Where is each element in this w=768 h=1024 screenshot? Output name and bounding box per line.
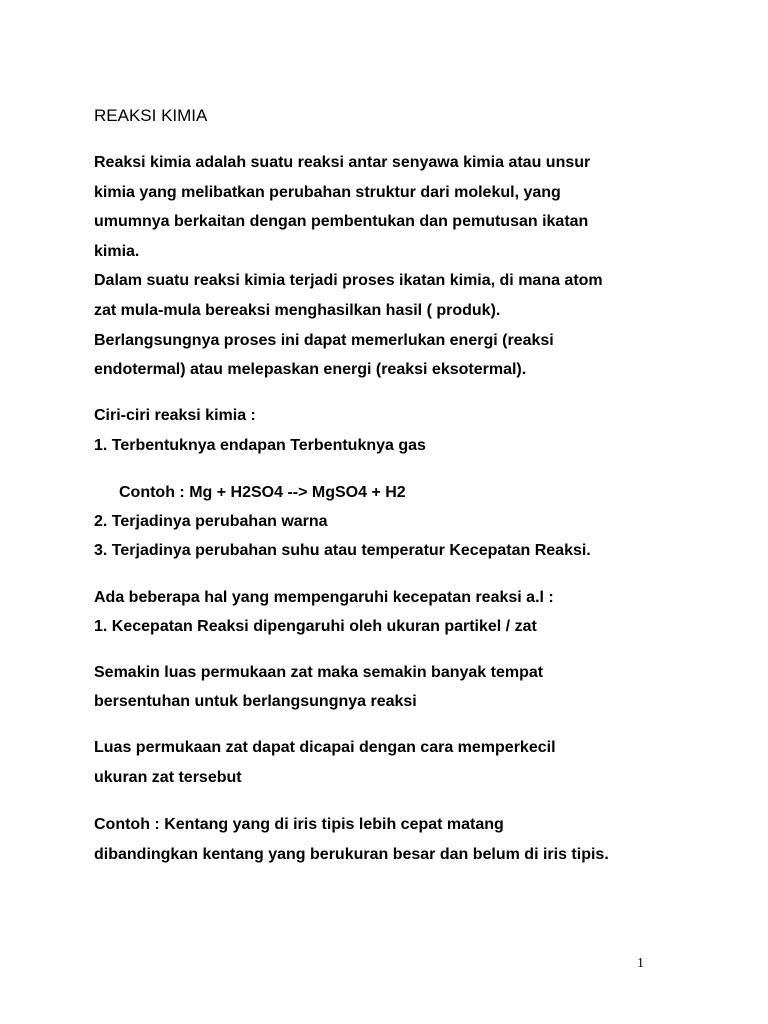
paragraph-line: Luas permukaan zat dapat dicapai dengan cara memperkecil <box>94 739 556 756</box>
paragraph-line: endotermal) atau melepaskan energi (reaksi eksotermal). <box>94 361 527 378</box>
paragraph-line: kimia. <box>94 243 140 260</box>
paragraph-line: Semakin luas permukaan zat maka semakin banyak tempat <box>94 664 544 681</box>
paragraph-line: ukuran zat tersebut <box>94 769 242 786</box>
list-heading: Ciri-ciri reaksi kimia : <box>94 407 256 424</box>
paragraph-line: umumnya berkaitan dengan pembentukan dan pemutusan ikatan <box>94 213 589 230</box>
list-item: 1. Terbentuknya endapan Terbentuknya gas <box>94 437 426 454</box>
paragraph-line: Berlangsungnya proses ini dapat memerlukan energi (reaksi <box>94 332 554 349</box>
page-number: 1 <box>637 956 644 971</box>
paragraph-line: Contoh : Kentang yang di iris tipis lebih cepat matang <box>94 816 504 833</box>
example-equation: Contoh : Mg + H2SO4 --> MgSO4 + H2 <box>119 484 406 501</box>
list-item: 1. Kecepatan Reaksi dipengaruhi oleh ukuran partikel / zat <box>94 618 537 635</box>
list-item: 2. Terjadinya perubahan warna <box>94 513 328 530</box>
page-title: REAKSI KIMIA <box>94 106 208 125</box>
paragraph-line: Reaksi kimia adalah suatu reaksi antar senyawa kimia atau unsur <box>94 154 591 171</box>
paragraph-line: Ada beberapa hal yang mempengaruhi kecepatan reaksi a.l : <box>94 589 554 606</box>
paragraph-line: kimia yang melibatkan perubahan struktur dari molekul, yang <box>94 184 561 201</box>
list-item: 3. Terjadinya perubahan suhu atau temperatur Kecepatan Reaksi. <box>94 542 591 559</box>
paragraph-line: zat mula-mula bereaksi menghasilkan hasil ( produk). <box>94 302 501 319</box>
paragraph-line: Dalam suatu reaksi kimia terjadi proses ikatan kimia, di mana atom <box>94 272 603 289</box>
paragraph-line: dibandingkan kentang yang berukuran besar dan belum di iris tipis. <box>94 846 609 863</box>
paragraph-line: bersentuhan untuk berlangsungnya reaksi <box>94 693 417 710</box>
